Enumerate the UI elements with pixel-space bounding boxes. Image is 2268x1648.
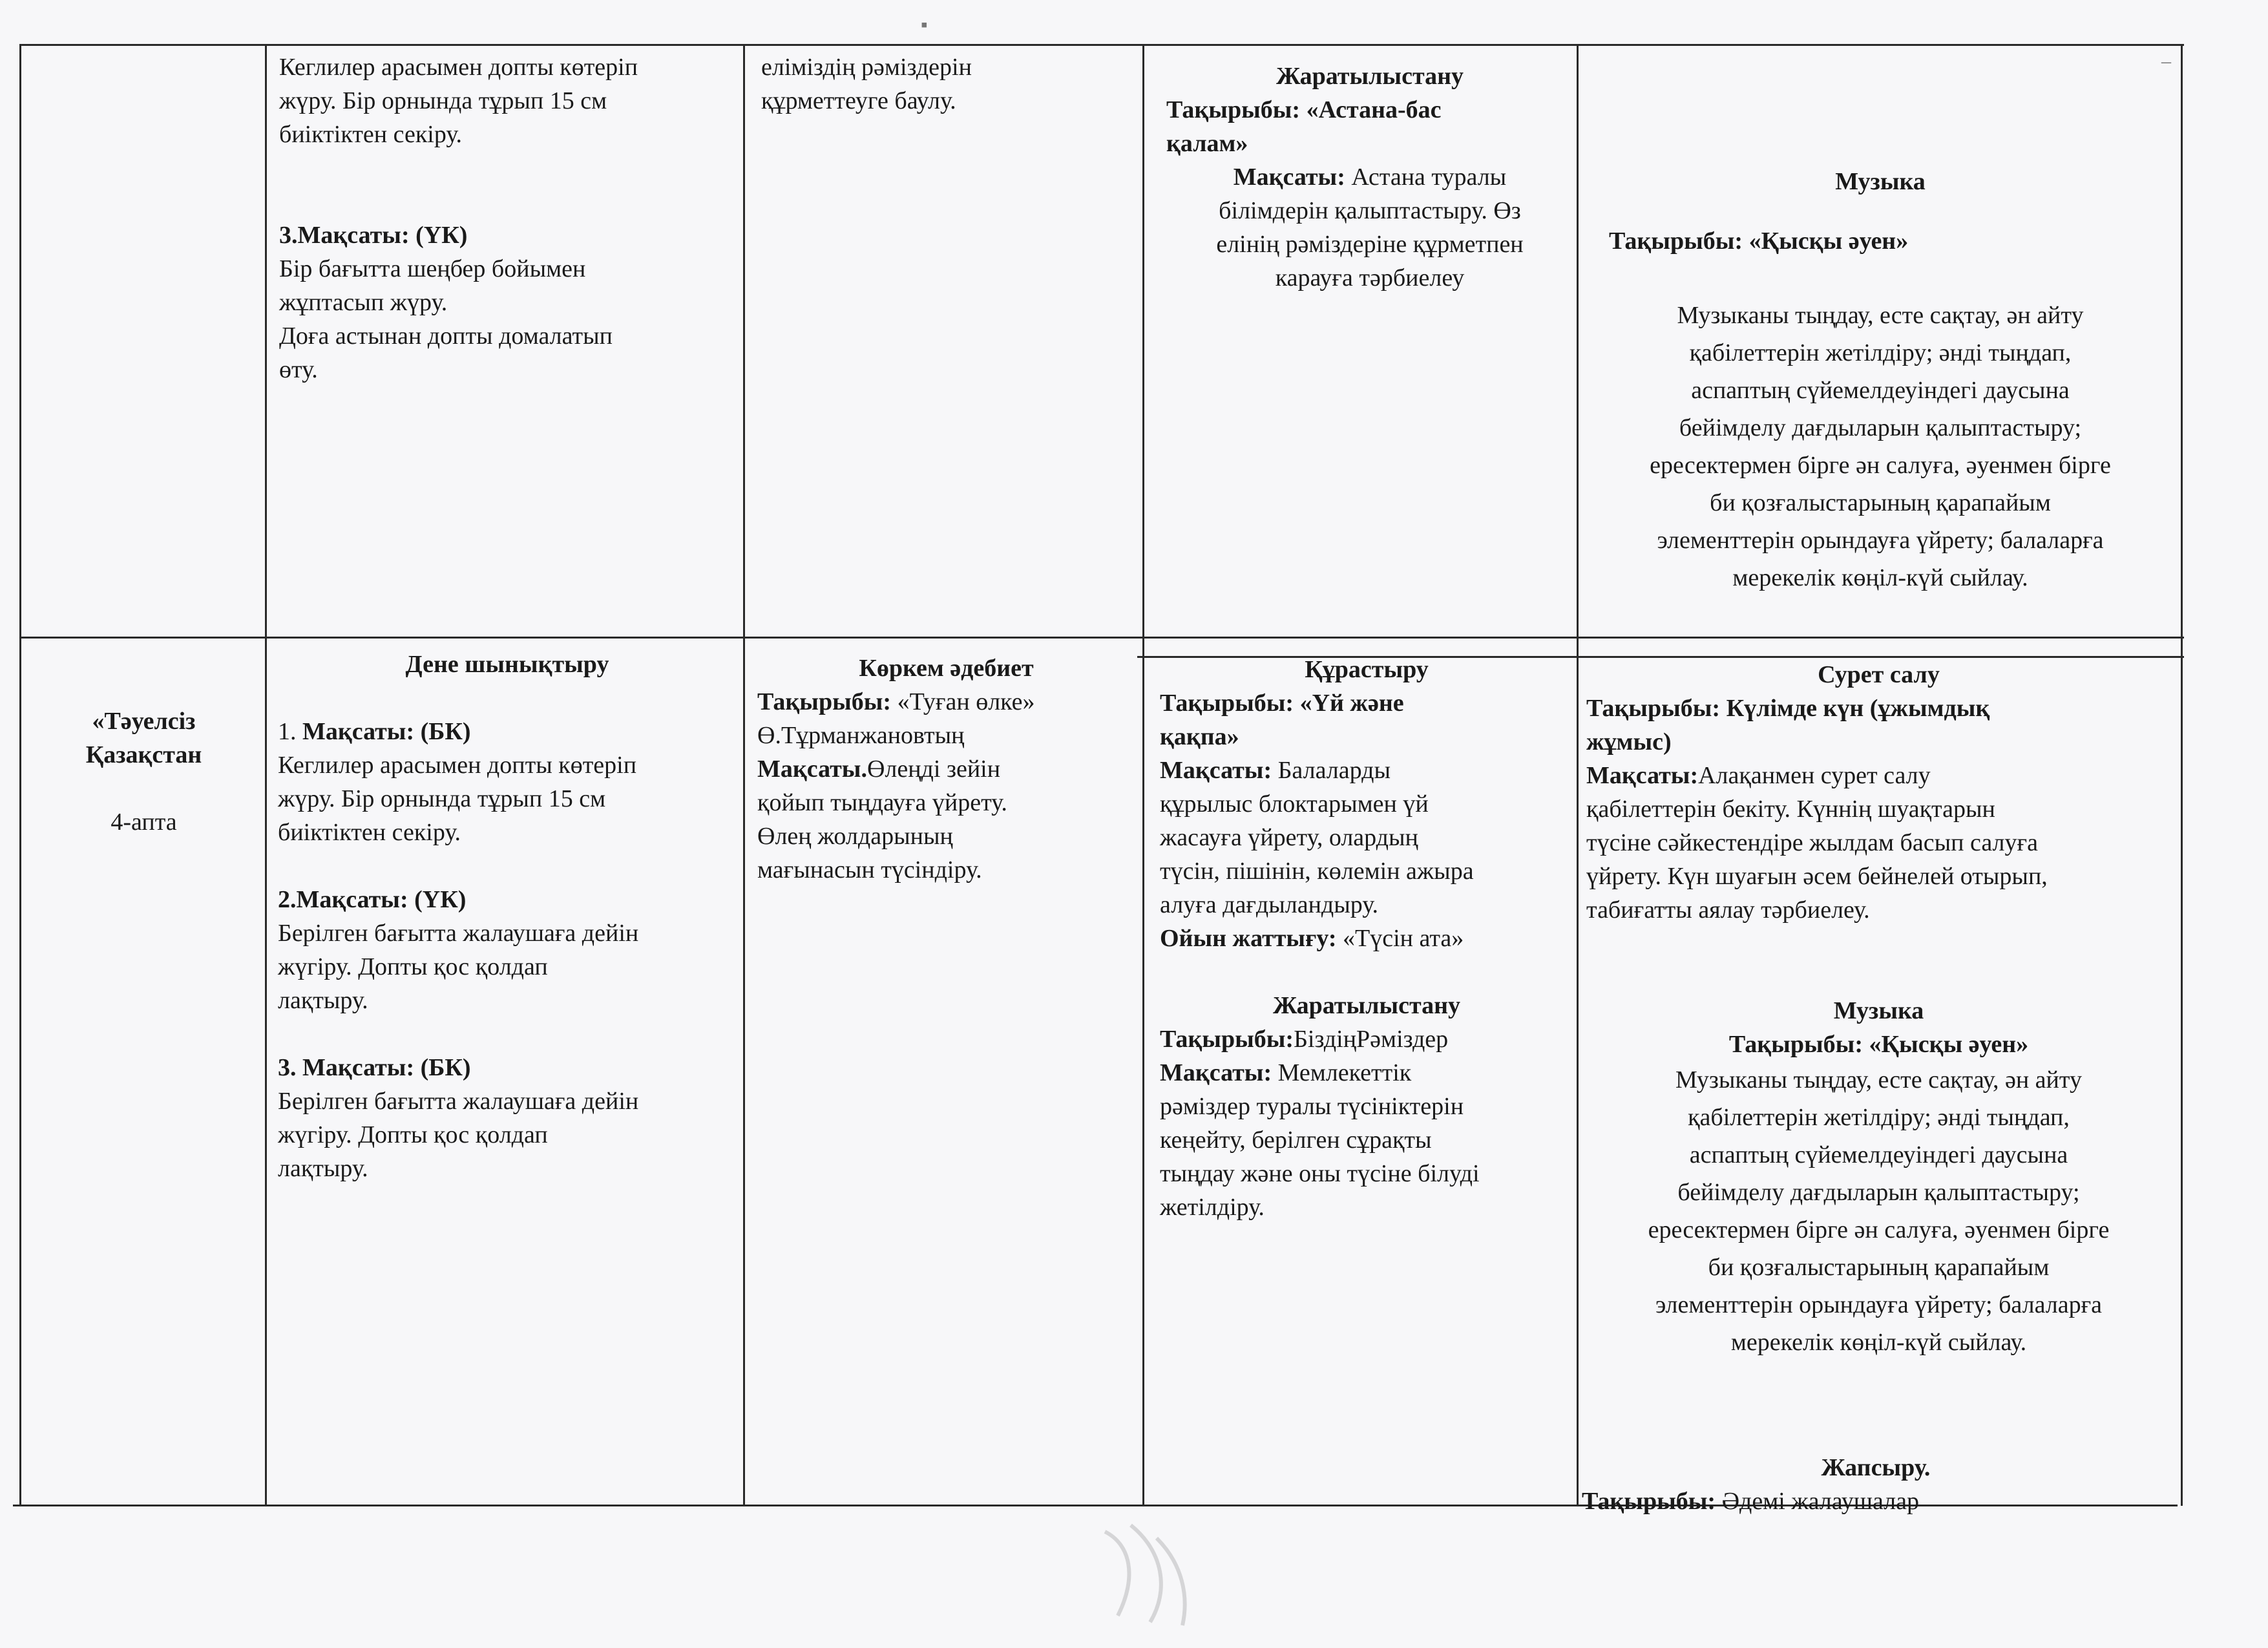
text-line: жүгіру. Допты қос қолдап [278,953,548,980]
text-line: карауға тәрбиелеу [1275,264,1465,291]
row1-literature-cell [761,50,1129,118]
subject-title: Музыка [1833,997,1924,1024]
table-top-border [19,44,2184,46]
topic-line: Тақырыбы: «Үй және [1160,690,1404,717]
author-line: Ө.Тұрманжановтың [757,722,965,749]
subject-title: Дене шынықтыру [405,651,609,678]
topic-line [757,685,1135,719]
text-line: еліміздің рәміздерін [761,54,972,81]
text-line: түсін, пішінін, көлемін ажыра [1160,858,1474,885]
text-line: үйрету. Күн шуағын әсем бейнелей отырып, [1586,863,2048,890]
text-line: Өлең жолдарының [757,823,953,850]
goal-heading: 2.Мақсаты: (ҮК) [278,886,467,913]
subject-title: Жапсыру. [1821,1454,1931,1481]
text-line: лақтыру. [278,1155,368,1182]
subject-title: Жаратылыстану [1273,992,1460,1019]
text-line: мағынасын түсіндіру. [757,856,982,883]
goal-text: Өлеңді зейін [866,755,1001,783]
text-line: қабілеттерін бекіту. Күннің шуақтарын [1586,796,1995,823]
topic-label: Тақырыбы: [1160,1026,1294,1053]
text-line: Кеглилер арасымен допты көтеріп [279,54,638,81]
text-line: Кеглилер арасымен допты көтеріп [278,752,637,779]
text-line: рәміздер туралы түсініктерін [1160,1093,1464,1120]
text-line: Музыканы тыңдау, есте сақтау, ән айту [1677,302,2084,329]
goal-label: Мақсаты: [1160,757,1272,784]
goal-label: Мақсаты: [1586,762,1699,789]
text-line: биіктіктен секіру. [278,819,461,846]
text-line: мерекелік көңіл-күй сыйлау. [1732,564,2028,591]
text-line: қабілеттерін жетілдіру; әнді тыңдап, [1688,1104,2070,1131]
game-line [1160,922,1573,955]
text-line: елінің рәміздеріне құрметпен [1216,231,1524,258]
topic-label: Тақырыбы: [757,688,892,715]
scan-dash: – [2161,50,2171,72]
text-line: құрметтеуге баулу. [761,87,956,114]
text-line: биіктіктен секіру. [279,121,463,148]
text-line: аспаптың сүйемелдеуіндегі даусына [1691,377,2070,404]
row1-music-cell [1590,165,2171,597]
topic-value: Әдемі жалаушалар [1716,1488,1919,1515]
goal-label: Мақсаты: [1233,164,1345,191]
subject-title: Сурет салу [1818,661,1940,688]
theme-line: «Тәуелсіз [92,708,196,735]
goal-label: Мақсаты: [1160,1059,1272,1086]
goal-text: Балаларды [1272,757,1391,784]
text-line: Берілген бағытта жалаушаға дейін [278,1088,639,1115]
topic-line: Тақырыбы: Күлімде күн (ұжымдық [1586,695,1990,722]
row2-construction-cell [1160,653,1573,1224]
game-label: Ойын жаттығу: [1160,925,1337,952]
goal-line [1586,759,2171,792]
text-line: элементтерін орындауға үйрету; балаларға [1657,527,2104,554]
text-line: жүру. Бір орнында тұрып 15 см [278,785,606,812]
text-line: қойып тыңдауға үйрету. [757,789,1007,816]
text-line: тыңдау және оны түсіне білуді [1160,1160,1480,1187]
text-line: ересектермен бірге ән салуға, әуенмен бірге [1648,1216,2110,1243]
text-line: бейімделу дағдыларын қалыптастыру; [1679,414,2082,441]
column-divider [743,44,745,1506]
text-line: жасауға үйрету, олардың [1160,824,1418,851]
text-line: мерекелік көңіл-күй сыйлау. [1730,1329,2027,1356]
goal-line [1160,754,1573,787]
text-line: алуға дағдыландыру. [1160,891,1378,918]
game-value: «Түсін ата» [1336,925,1464,952]
row2-literature-cell [757,651,1135,887]
goal-text: Астана туралы [1345,164,1507,191]
goal-number: 1. [278,718,302,745]
text-line: аспаптың сүйемелдеуіндегі даусына [1689,1141,2068,1168]
scan-smudge [1092,1519,1208,1629]
text-line: Берілген бағытта жалаушаға дейін [278,920,639,947]
topic-value: «Туған өлке» [891,688,1035,715]
goal-line [757,752,1135,786]
text-line: Бір бағытта шеңбер бойымен [279,255,586,282]
topic-line [1160,1022,1573,1056]
text-line: жұптасып жүру. [279,289,448,316]
week-label: 4-апта [110,808,177,836]
goal-heading: 3.Мақсаты: (ҮК) [279,222,468,249]
text-line: жүгіру. Допты қос қолдап [278,1121,548,1148]
text-line: лақтыру. [278,987,368,1014]
text-line: жүру. Бір орнында тұрып 15 см [279,87,607,114]
subject-title: Жаратылыстану [1276,63,1464,90]
table-left-border [19,44,21,1506]
text-line: жетілдіру. [1160,1194,1265,1221]
text-line: ересектермен бірге ән салуға, әуенмен бірге [1650,452,2111,479]
table-row-divider [19,637,2184,639]
subject-title: Көркем әдебиет [859,655,1034,682]
text-line: Музыканы тыңдау, есте сақтау, ән айту [1675,1066,2082,1093]
row1-pe-cell [279,50,731,386]
column-divider [1577,44,1579,1506]
goal-line [1166,160,1573,194]
goal-line [1160,1056,1573,1090]
topic-line [1582,1484,2170,1518]
topic-line: қақпа» [1160,723,1239,750]
theme-line: Қазақстан [85,741,202,768]
topic-line: Тақырыбы: «Астана-бас [1166,96,1442,123]
text-line: білімдерін қалыптастыру. Өз [1219,197,1521,224]
text-line: табиғатты аялау тәрбиелеу. [1586,896,1870,924]
row2-applique-block [1582,1451,2170,1518]
column-divider [1142,44,1144,1506]
column-divider [265,44,267,1506]
topic-line: Тақырыбы: «Қысқы әуен» [1728,1031,2029,1058]
topic-value: БіздіңРәміздер [1294,1026,1449,1053]
topic-line: Тақырыбы: «Қысқы әуен» [1609,227,1909,255]
row2-theme-cell [26,704,262,839]
text-line: өту. [279,356,318,383]
goal-heading: 3. Мақсаты: (БК) [278,1054,471,1081]
text-line: би қозғалыстарының қарапайым [1708,1254,2050,1281]
text-line: құрылыс блоктарымен үй [1160,790,1429,818]
text-line: кеңейту, берілген сұрақты [1160,1126,1432,1154]
goal-line [278,715,737,748]
text-line: қабілеттерін жетілдіру; әнді тыңдап, [1689,339,2072,366]
text-line: түсіне сәйкестендіре жылдам басып салуға [1586,829,2038,856]
topic-line: қалам» [1166,130,1248,157]
goal-text: Алақанмен сурет салу [1698,762,1931,789]
scan-dot: ▪ [921,14,928,36]
topic-line: жұмыс) [1586,728,1672,755]
text-line: би қозғалыстарының қарапайым [1710,489,2051,516]
row1-nature-cell [1166,59,1573,295]
text-line: бейімделу дағдыларын қалыптастыру; [1677,1179,2080,1206]
text-line: Доға астынан допты домалатып [279,322,613,350]
text-line: элементтерін орындауға үйрету; балаларға [1655,1291,2103,1318]
topic-label: Тақырыбы: [1582,1488,1716,1515]
table-right-border [2181,44,2183,1506]
goal-text: Мемлекеттік [1272,1059,1412,1086]
row2-drawing-cell [1586,658,2171,1361]
subject-title: Музыка [1835,168,1926,195]
row2-pe-cell [278,648,737,1185]
goal-label: Мақсаты. [757,755,867,783]
goal-heading: Мақсаты: (БК) [302,718,471,745]
subject-title: Құрастыру [1305,656,1429,683]
